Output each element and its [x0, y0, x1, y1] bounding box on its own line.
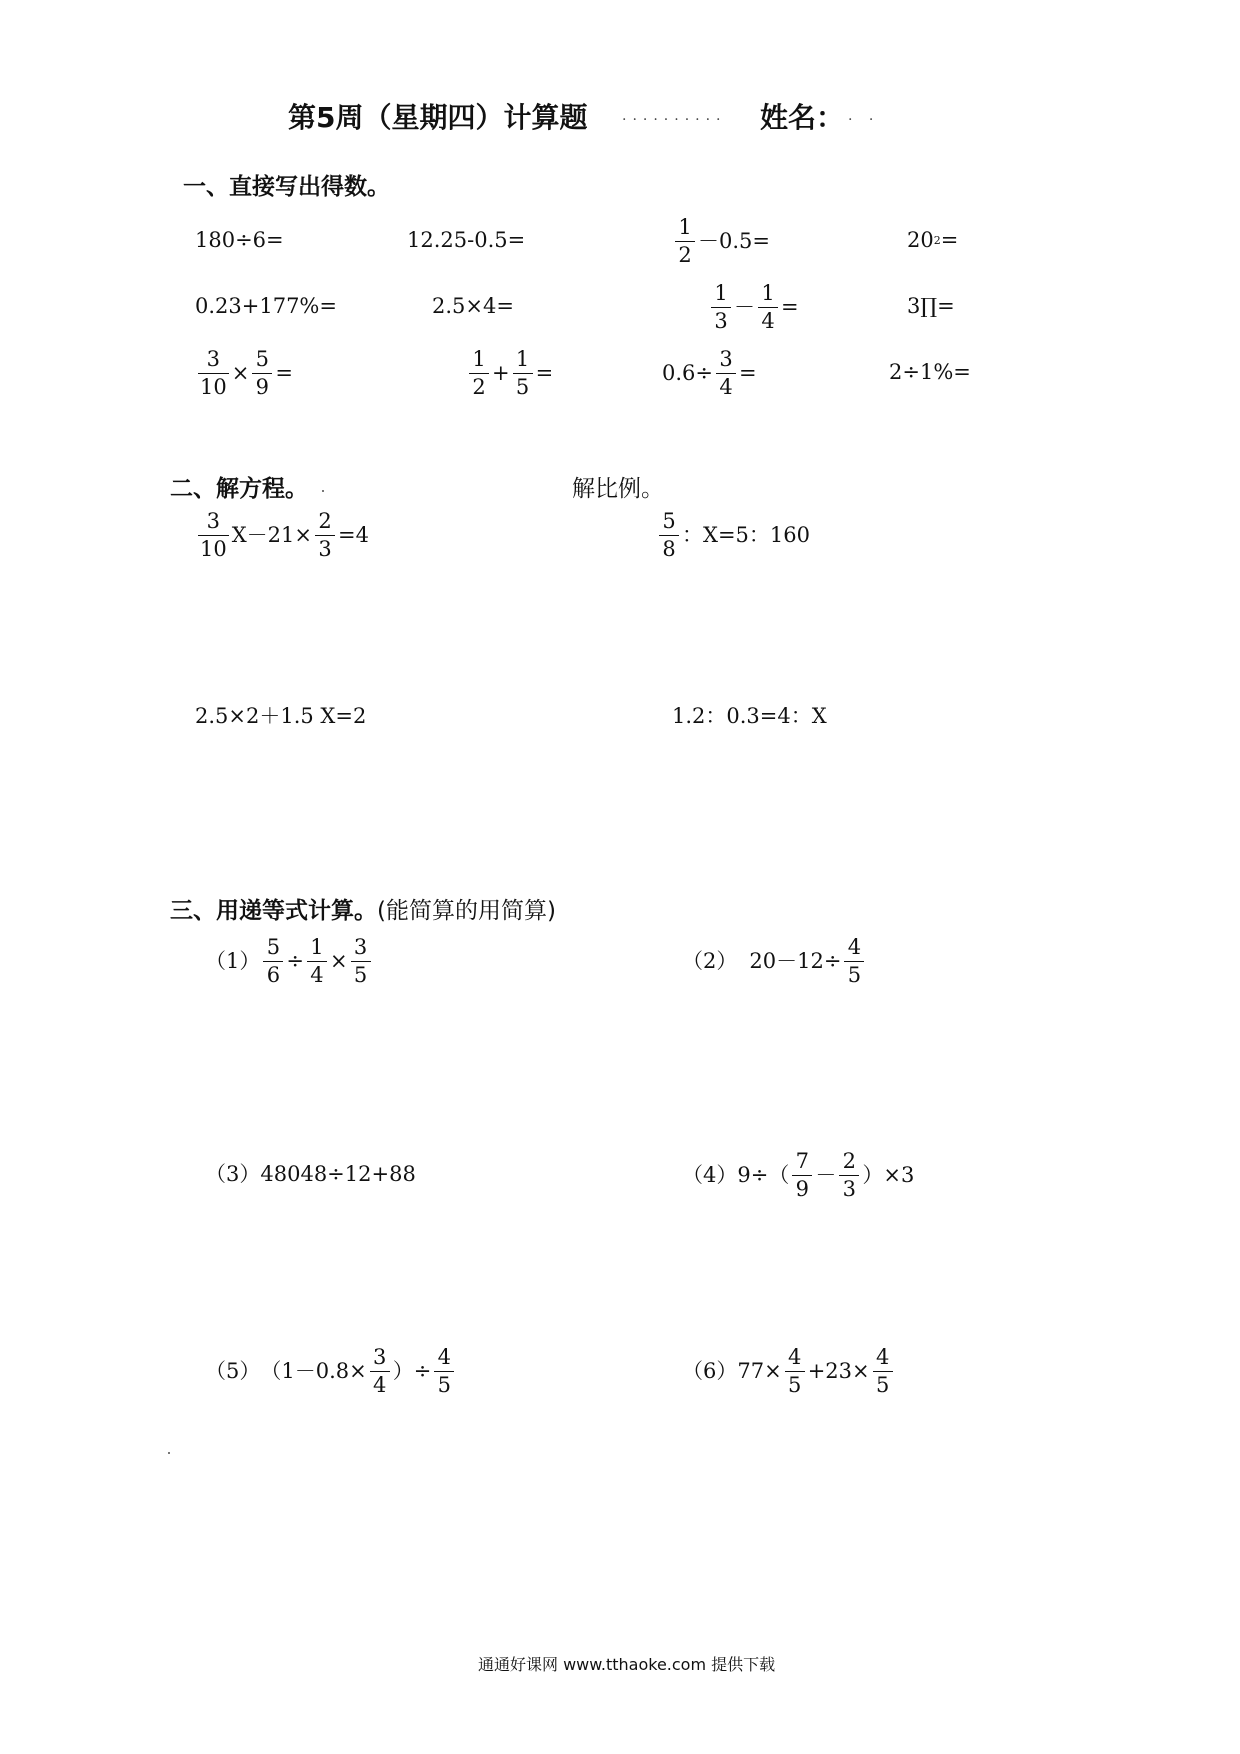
problem-8: 3∏= — [907, 294, 955, 318]
scan-speck — [168, 1452, 170, 1454]
problem-5: 0.23+177%= — [195, 294, 337, 318]
problem-7: $\frac{1}{3}$ － $\frac{1}{4}$ = — [708, 282, 799, 333]
calc-2: （2） 20－12÷ $\frac{4}{5}$ — [682, 936, 867, 987]
fraction: $\frac{3}{10}$ — [200, 347, 227, 400]
calc-5: （5） （1－0.8× $\frac{3}{4}$ ）÷ $\frac{4}{5}$ — [205, 1346, 457, 1397]
fraction: $\frac{1}{5}$ — [513, 348, 533, 399]
section-2-proportion-title: 解比例。 — [572, 476, 664, 502]
fraction: $\frac{4}{5}$ — [844, 936, 864, 987]
fraction: $\frac{1}{2}$ — [675, 216, 695, 267]
title-dots: .......... — [622, 108, 727, 124]
calc-3: （3） 48048÷12+88 — [205, 1162, 416, 1186]
section-3-title: 三、用递等式计算。(能简算的用简算) — [170, 898, 556, 924]
fraction: $\frac{1}{4}$ — [758, 282, 778, 333]
fraction: $\frac{1}{2}$ — [469, 348, 489, 399]
proportion-1: $\frac{5}{8}$ ：X=5：160 — [656, 510, 810, 561]
calc-4: （4） 9÷（ $\frac{7}{9}$ － $\frac{2}{3}$ ）×3 — [682, 1149, 915, 1202]
fraction: $\frac{1}{3}$ — [711, 282, 731, 333]
proportion-2: 1.2：0.3=4：X — [672, 704, 827, 728]
problem-10: $\frac{1}{2}$ + $\frac{1}{5}$ = — [466, 348, 553, 399]
fraction: $\frac{4}{5}$ — [873, 1346, 893, 1397]
fraction: $\frac{3}{4}$ — [716, 348, 736, 399]
problem-2: 12.25-0.5= — [407, 228, 526, 252]
fraction: $\frac{4}{5}$ — [785, 1346, 805, 1397]
worksheet-title: 第5周（星期四）计算题 — [288, 101, 588, 134]
fraction: $\frac{3}{5}$ — [351, 936, 371, 987]
fraction: $\frac{1}{4}$ — [307, 936, 327, 987]
fraction: $\frac{4}{5}$ — [434, 1346, 454, 1397]
problem-11: 0.6÷ $\frac{3}{4}$ = — [662, 347, 757, 400]
fraction: $\frac{5}{8}$ — [659, 510, 679, 561]
problem-1: 180÷6= — [195, 228, 284, 252]
fraction: $\frac{5}{6}$ — [263, 936, 283, 987]
fraction: $\frac{3}{4}$ — [370, 1346, 390, 1397]
problem-9: $\frac{3}{10}$ × $\frac{5}{9}$ = — [200, 347, 293, 400]
problem-12: 2÷1%= — [889, 360, 971, 384]
calc-6: （6） 77× $\frac{4}{5}$ +23× $\frac{4}{5}$ — [682, 1346, 896, 1397]
fraction: $\frac{5}{9}$ — [252, 348, 272, 399]
footer-source-text: 通通好课网 www.tthaoke.com 提供下载 — [478, 1655, 776, 1674]
problem-6: 2.5×4= — [432, 294, 514, 318]
fraction: $\frac{2}{3}$ — [315, 510, 335, 561]
scan-speck — [322, 490, 324, 492]
section-2-title: 二、解方程。 — [170, 476, 308, 502]
name-label: 姓名： — [760, 101, 845, 134]
name-blank-dots: . . — [848, 108, 880, 124]
equation-1: $\frac{3}{10}$ X－21× $\frac{2}{3}$ =4 — [200, 509, 369, 562]
problem-4: 20 2 = — [907, 228, 959, 252]
equation-2: 2.5×2＋1.5 X=2 — [195, 704, 367, 728]
calc-1: （1） $\frac{5}{6}$ ÷ $\frac{1}{4}$ × $\frac{3}{5}$ — [205, 936, 374, 987]
fraction: $\frac{7}{9}$ — [792, 1150, 812, 1201]
fraction: $\frac{3}{10}$ — [200, 509, 227, 562]
fraction: $\frac{2}{3}$ — [839, 1150, 859, 1201]
problem-3: $\frac{1}{2}$ －0.5= — [672, 216, 770, 267]
section-1-title: 一、直接写出得数。 — [183, 174, 390, 200]
